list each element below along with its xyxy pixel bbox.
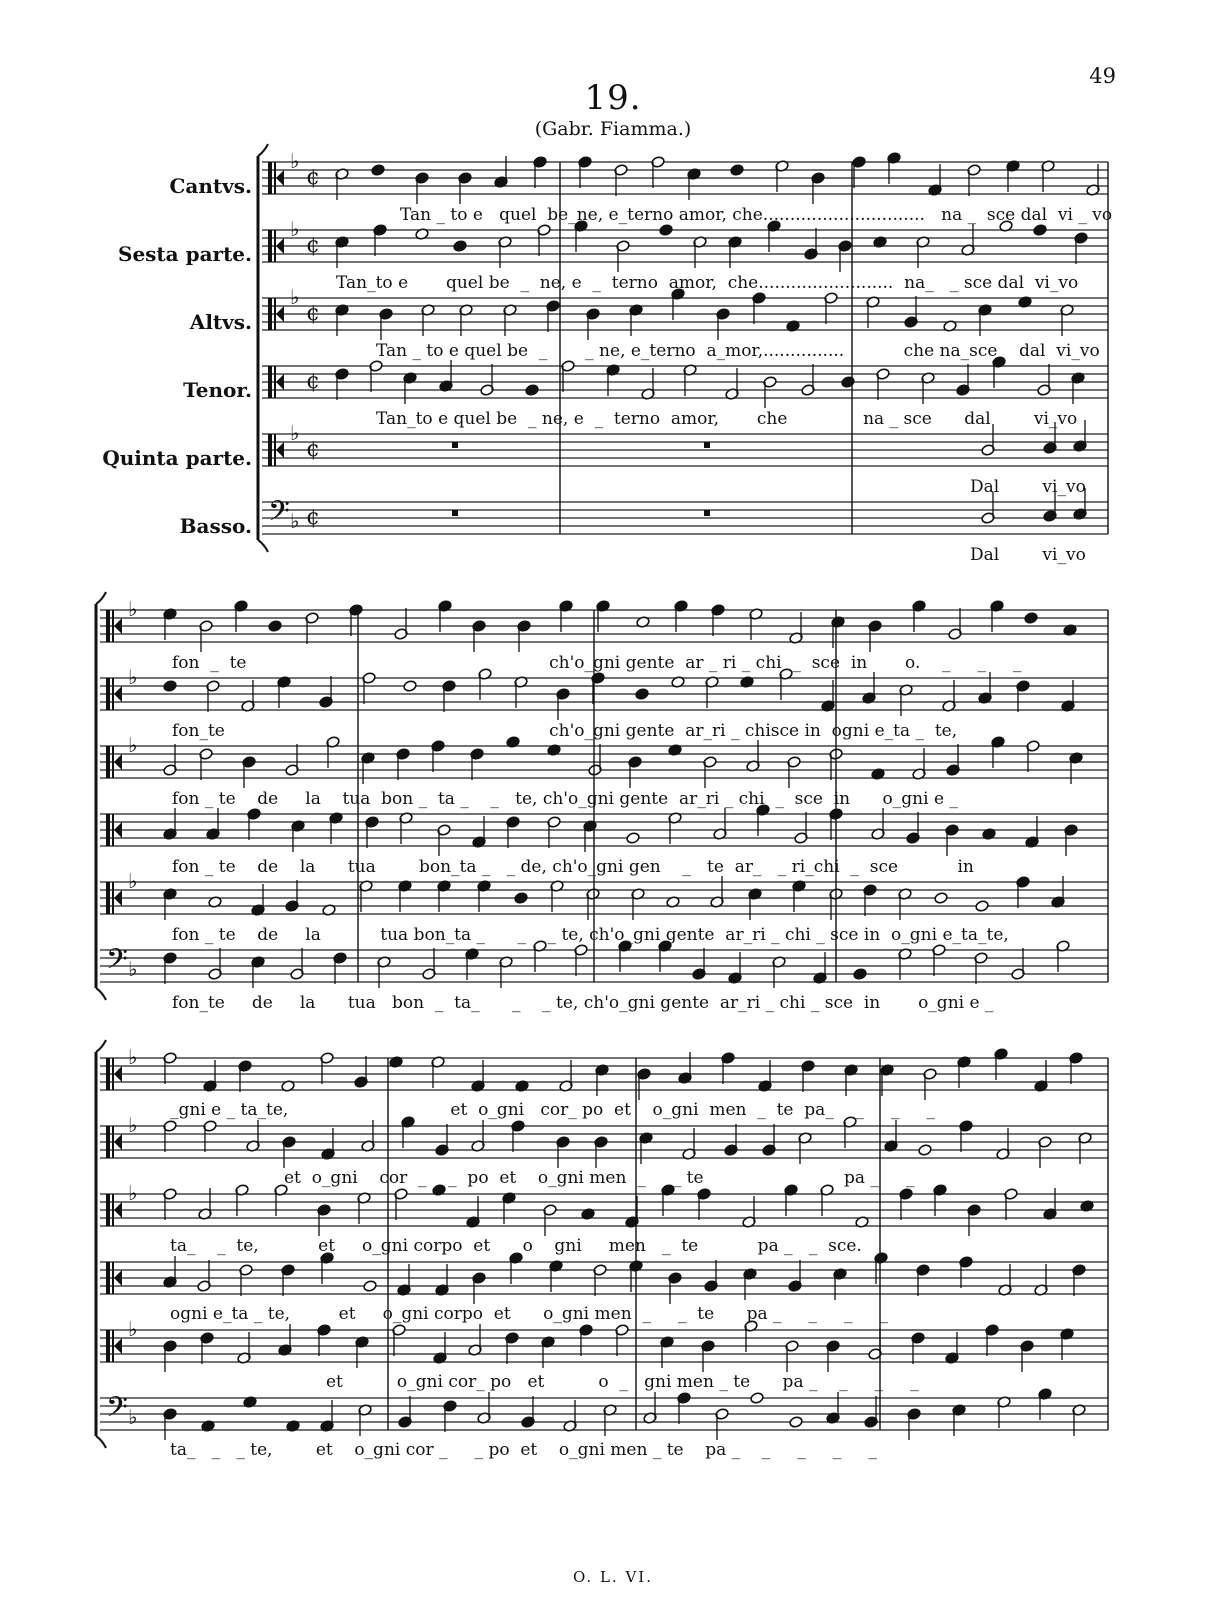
c-clef-bar: [112, 1194, 114, 1226]
note-head: [975, 900, 989, 913]
c-clef: [106, 610, 110, 642]
c-clef-mark: [276, 238, 284, 254]
c-clef-mark: [114, 1066, 122, 1082]
time-signature: ¢: [306, 233, 320, 258]
c-clef-mark: [114, 754, 122, 770]
note-head: [789, 1416, 803, 1429]
voice-label-basso: Basso.: [179, 514, 252, 538]
bracket-top-curl: [258, 144, 268, 156]
flat-sign: ♭: [128, 597, 138, 621]
flat-sign: ♭: [128, 733, 138, 757]
c-clef-mark: [276, 306, 284, 322]
flat-sign: ♭: [128, 957, 138, 981]
note-head: [268, 620, 282, 633]
c-clef: [106, 746, 110, 778]
time-signature: ¢: [306, 301, 320, 326]
lyrics-system1-basso: Dal vi_vo: [970, 545, 1086, 565]
c-clef: [106, 882, 110, 914]
bass-clef: 𝄢: [106, 943, 128, 983]
footer-signature: O. L. VI.: [573, 1568, 653, 1586]
lyrics-system3-altus: ta_ _ te, et o_gni corpo et o gni men _ te pa _ _ sce.: [170, 1236, 862, 1256]
c-clef-mark: [114, 822, 122, 838]
flat-sign: ♭: [290, 217, 300, 241]
lyrics-system2-quinta: fon _ te de la tua bon_ta _ _ _ te, ch'o_gni gente ar_ri _ chi _ sce in o_gni e_ta_te,: [172, 925, 1009, 945]
c-clef-mark: [276, 442, 284, 458]
c-clef: [106, 1262, 110, 1294]
c-clef-bar: [274, 366, 276, 398]
note-head: [453, 240, 467, 253]
c-clef: [106, 814, 110, 846]
c-clef-bar: [274, 434, 276, 466]
c-clef-bar: [112, 678, 114, 710]
flat-sign: ♭: [128, 1113, 138, 1137]
c-clef-bar: [112, 1126, 114, 1158]
note-head: [730, 164, 744, 177]
rest: [452, 442, 458, 448]
c-clef: [268, 230, 272, 262]
note-head: [1024, 612, 1038, 625]
c-clef-mark: [114, 890, 122, 906]
c-clef-mark: [114, 1134, 122, 1150]
c-clef-bar: [112, 1058, 114, 1090]
note-head: [918, 1144, 932, 1157]
voice-label-sesta-parte: Sesta parte.: [118, 242, 252, 266]
note-head: [403, 680, 417, 693]
voice-label-altus: Altvs.: [189, 310, 252, 334]
c-clef-bar: [112, 746, 114, 778]
lyrics-system1-sesta: Tan_to e quel be _ ne, e _ terno amor, che......................... na_ _ sce dal vi_vo: [336, 273, 1079, 293]
bass-clef: 𝄢: [106, 1391, 128, 1431]
c-clef: [268, 434, 272, 466]
lyrics-system3-tenor: ogni e_ta _ te, et o_gni corpo et o_gni men _ _ te pa _ _ _ _: [170, 1304, 889, 1324]
lyrics-system2-basso: fon_te de la tua bon _ ta_ _ _ te, ch'o_gni gente ar_ri _ chi _ sce in o_gni e _: [172, 993, 994, 1013]
note-head: [750, 1392, 764, 1405]
note-head: [1033, 224, 1047, 237]
c-clef: [106, 1126, 110, 1158]
flat-sign: ♭: [290, 421, 300, 445]
note-head: [363, 1280, 377, 1293]
c-clef-mark: [114, 1270, 122, 1286]
c-clef-mark: [114, 1202, 122, 1218]
time-signature: ¢: [306, 369, 320, 394]
time-signature: ¢: [306, 165, 320, 190]
note-head: [853, 968, 867, 981]
c-clef: [106, 1058, 110, 1090]
c-clef: [106, 678, 110, 710]
c-clef-mark: [276, 170, 284, 186]
lyrics-system3-sesta: et o_gni cor _ _ po et o_gni men _ _ te pa _ _: [284, 1168, 915, 1188]
c-clef: [106, 1194, 110, 1226]
flat-sign: ♭: [128, 1405, 138, 1429]
lyrics-system3-quinta: et o_gni cor_ po et o _ gni men _ te pa _ _ _ _: [326, 1372, 919, 1392]
bracket-top-curl: [96, 592, 106, 604]
piece-number: 19.: [584, 78, 642, 118]
voice-label-cantus: Cantvs.: [169, 174, 252, 198]
note-head: [371, 164, 385, 177]
c-clef: [106, 1330, 110, 1362]
flat-sign: ♭: [128, 665, 138, 689]
page-number: 49: [1089, 64, 1116, 88]
note-head: [514, 892, 528, 905]
note-head: [635, 688, 649, 701]
rest: [704, 510, 710, 516]
c-clef-bar: [112, 1262, 114, 1294]
flat-sign: ♭: [128, 1317, 138, 1341]
c-clef-bar: [274, 162, 276, 194]
lyrics-system2-sesta: fon_te ch'o_gni gente ar_ri _ chisce in ogni e_ta _ te,: [172, 721, 958, 741]
flat-sign: ♭: [128, 1181, 138, 1205]
c-clef-mark: [114, 686, 122, 702]
flat-sign: ♭: [128, 869, 138, 893]
bracket-bottom-curl: [258, 540, 268, 552]
c-clef-mark: [114, 1338, 122, 1354]
bracket-bottom-curl: [96, 988, 106, 1000]
c-clef: [268, 298, 272, 330]
c-clef-bar: [112, 1330, 114, 1362]
c-clef-bar: [274, 230, 276, 262]
note-head: [163, 680, 177, 693]
c-clef-mark: [276, 374, 284, 390]
flat-sign: ♭: [290, 285, 300, 309]
poet-attribution: (Gabr. Fiamma.): [534, 118, 692, 140]
note-head: [934, 892, 948, 905]
lyrics-system2-cantus: fon _ te ch'o_gni gente ar _ ri _ chi _ sce in o. _ _ _: [172, 653, 1022, 673]
bracket-bottom-curl: [96, 1436, 106, 1448]
flat-sign: ♭: [290, 509, 300, 533]
c-clef-mark: [114, 618, 122, 634]
lyrics-system1-tenor: Tan_to e quel be _ ne, e _ terno amor, che na _ sce dal vi_vo: [376, 409, 1078, 429]
lyrics-system1-cantus: Tan _ to e quel be_ne, e_terno amor, che.............................. na _ sce dal vi _ vo: [400, 205, 1113, 225]
note-head: [525, 384, 539, 397]
note-head: [841, 376, 855, 389]
bracket-top-curl: [96, 1040, 106, 1052]
lyrics-system3-basso: ta_ _ _ te, et o_gni cor _ _ po et o_gni men _ te pa _ _ _ _ _: [170, 1440, 877, 1460]
c-clef-bar: [274, 298, 276, 330]
lyrics-system2-tenor: fon _ te de la tua bon_ta _ _ de, ch'o_gni gen _ te ar_ _ ri_chi _ sce in: [172, 857, 974, 877]
c-clef-bar: [112, 882, 114, 914]
lyrics-system1-quinta: Dal vi_vo: [970, 477, 1086, 497]
c-clef: [268, 162, 272, 194]
time-signature: ¢: [306, 437, 320, 462]
rest: [704, 442, 710, 448]
lyrics-system1-altus: Tan _ to e quel be _ _ ne, e_terno a_mor,............... che na_sce dal vi_vo: [376, 341, 1100, 361]
voice-label-quinta-parte: Quinta parte.: [102, 446, 252, 470]
rest: [452, 510, 458, 516]
time-signature: ¢: [306, 505, 320, 530]
flat-sign: ♭: [290, 149, 300, 173]
note-head: [659, 224, 673, 237]
note-head: [626, 832, 640, 845]
c-clef: [268, 366, 272, 398]
c-clef-bar: [112, 814, 114, 846]
flat-sign: ♭: [128, 1045, 138, 1069]
lyrics-system3-cantus: _gni e _ ta_te, et o_gni cor_ po et o_gni men _ te pa_ _ _ _: [170, 1100, 935, 1120]
voice-label-tenor: Tenor.: [183, 378, 252, 402]
lyrics-system2-altus: fon _ te de la tua bon _ ta _ _ te, ch'o_gni gente ar_ri _ chi _ sce in o_gni e _: [172, 789, 958, 809]
c-clef-bar: [112, 610, 114, 642]
bass-clef: 𝄢: [268, 495, 290, 535]
